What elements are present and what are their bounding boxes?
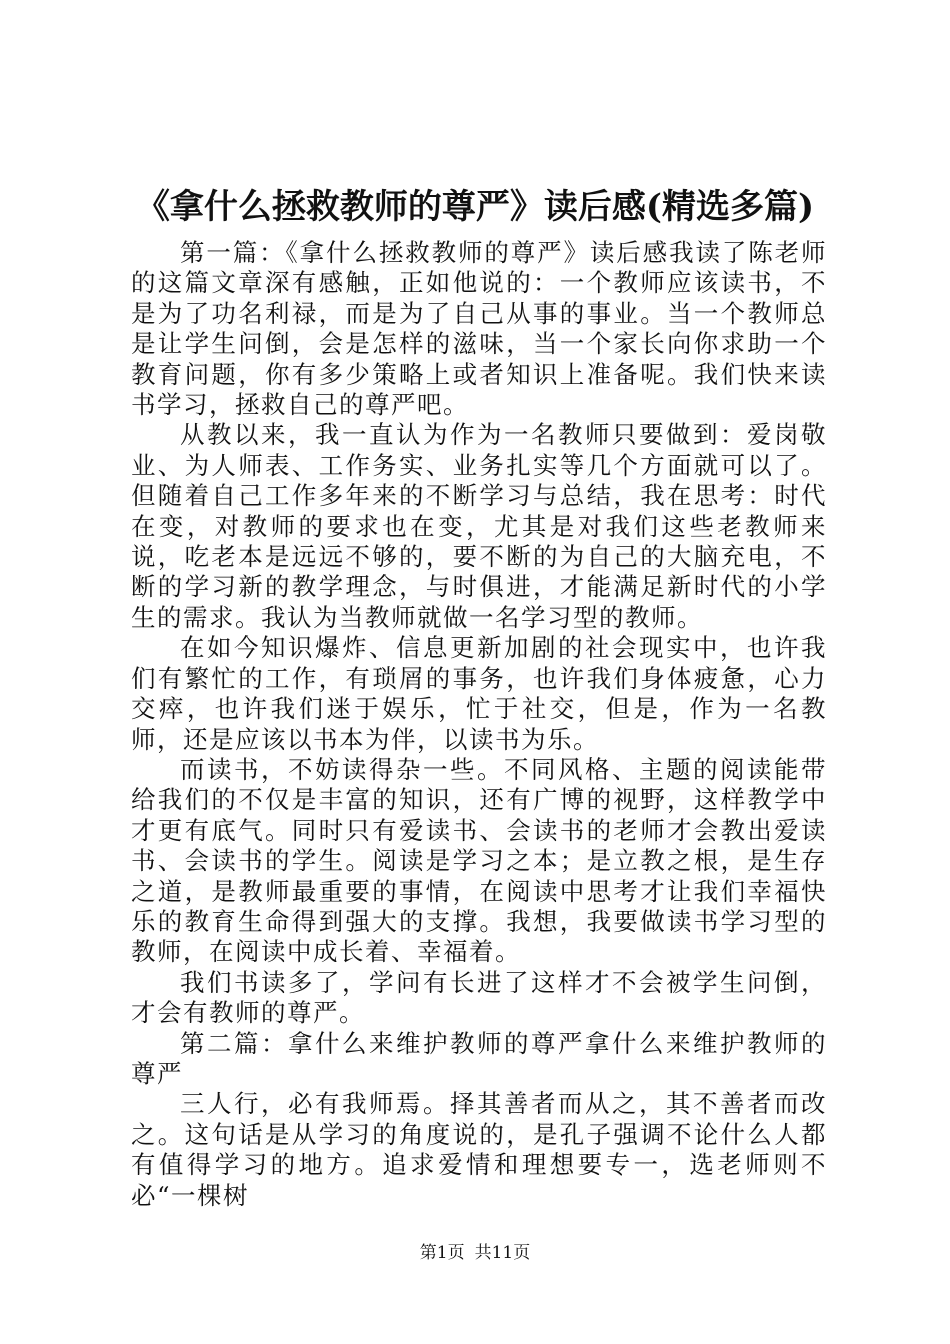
paragraph-4: 而读书，不妨读得杂一些。不同风格、主题的阅读能带给我们的不仅是丰富的知识，还有广博的视野，这样教学中才更有底气。同时只有爱读书、会读书的老师才会教出爱读书、会读书的学生。阅读是学习之本；是立教之根，是生存之道，是教师最重要的事情，在阅读中思考才让我们幸福快乐的教育生命得到强大的支撑。我想，我要做读书学习型的教师，在阅读中成长着、幸福着。: [131, 754, 827, 967]
paragraph-5: 我们书读多了，学问有长进了这样才不会被学生问倒，才会有教师的尊严。: [131, 967, 827, 1028]
paragraph-1: 第一篇：《拿什么拯救教师的尊严》读后感我读了陈老师的这篇文章深有感触，正如他说的：一个教师应该读书，不是为了功名利禄，而是为了自己从事的事业。当一个教师总是让学生问倒，会是怎样的滋味，当一个家长向你求助一个教育问题，你有多少策略上或者知识上准备呢。我们快来读书学习，拯救自己的尊严吧。: [131, 238, 827, 420]
page-footer: [0, 1242, 950, 1264]
section-heading-2: 第二篇：拿什么来维护教师的尊严拿什么来维护教师的尊严: [131, 1028, 827, 1088]
paragraph-2: 从教以来，我一直认为作为一名教师只要做到：爱岗敬业、为人师表、工作务实、业务扎实等几个方面就可以了。但随着自己工作多年来的不断学习与总结，我在思考：时代在变，对教师的要求也在变，尤其是对我们这些老教师来说，吃老本是远远不够的，要不断的为自己的大脑充电，不断的学习新的教学理念，与时俱进，才能满足新时代的小学生的需求。我认为当教师就做一名学习型的教师。: [131, 420, 827, 632]
document-body: [131, 238, 827, 1211]
paragraph-6: 三人行，必有我师焉。择其善者而从之，其不善者而改之。这句话是从学习的角度说的，是孔子强调不论什么人都有值得学习的地方。追求爱情和理想要专一，选老师则不必“一棵树: [131, 1089, 827, 1210]
paragraph-3: 在如今知识爆炸、信息更新加剧的社会现实中，也许我们有繁忙的工作，有琐屑的事务，也许我们身体疲惫，心力交瘁，也许我们迷于娱乐，忙于社交，但是，作为一名教师，还是应该以书本为伴，以读书为乐。: [131, 633, 827, 754]
page-number: 第1页: [419, 1243, 465, 1263]
document-title: 《拿什么拯救教师的尊严》读后感(精选多篇): [135, 187, 815, 227]
page-total: 共11页: [474, 1243, 531, 1263]
